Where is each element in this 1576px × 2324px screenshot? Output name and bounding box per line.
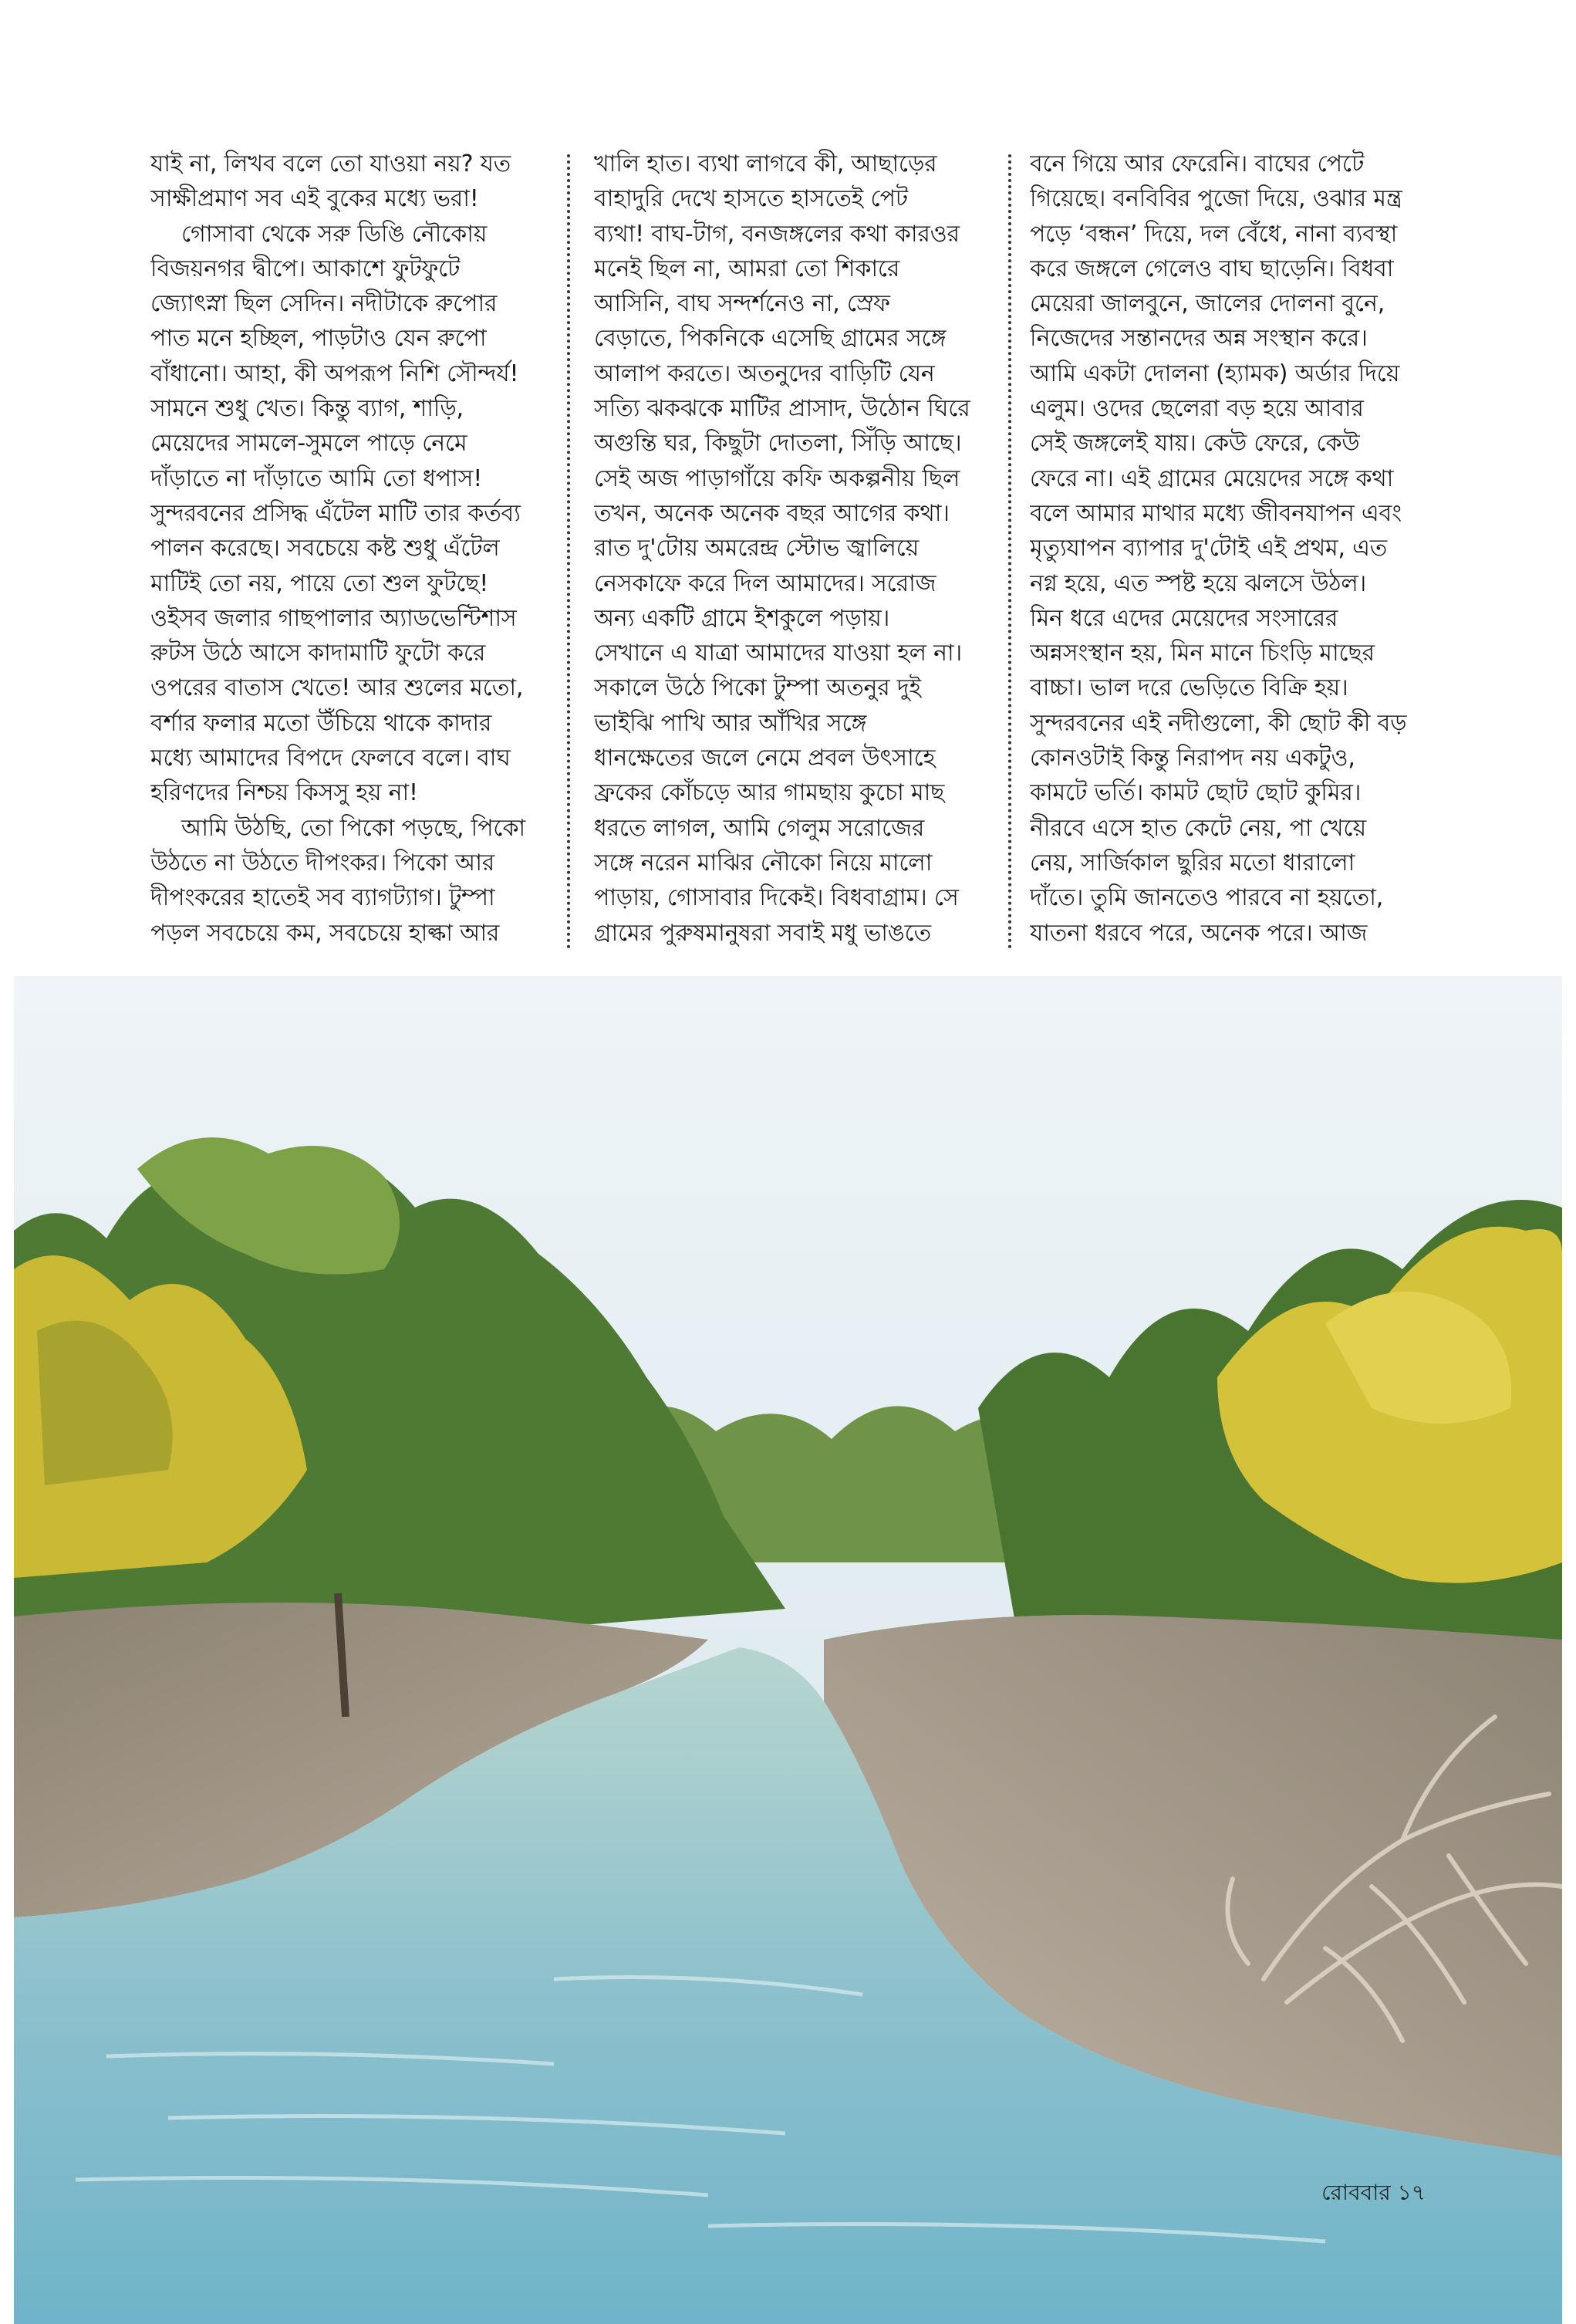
article-line: মেয়েরা জালবুনে, জালের দোলনা বুনে,: [1030, 290, 1385, 318]
article-line: ভাইঝি পাখি আর আঁখির সঙ্গে: [594, 709, 867, 737]
article-line: বাচ্চা। ভাল দরে ভেড়িতে বিক্রি হয়।: [1030, 674, 1348, 702]
article-line: খালি হাত। ব্যথা লাগবে কী, আছাড়ের: [594, 150, 937, 177]
article-line: আলাপ করতে। অতনুদের বাড়িটি যেন: [594, 360, 935, 387]
article-line: বেড়াতে, পিকনিকে এসেছি গ্রামের সঙ্গে: [594, 325, 947, 353]
article-line: সুন্দরবনের এই নদীগুলো, কী ছোট কী বড়: [1030, 709, 1407, 737]
article-line: বাঁধানো। আহা, কী অপরূপ নিশি সৌন্দর্য!: [150, 360, 519, 387]
article-line: করে জঙ্গলে গেলেও বাঘ ছাড়েনি। বিধবা: [1030, 255, 1394, 282]
article-line: মনেই ছিল না, আমরা তো শিকারে: [594, 255, 900, 282]
article-line: নিজেদের সন্তানদের অন্ন সংস্থান করে।: [1030, 325, 1368, 353]
article-line: পড়ে ‘বন্ধন’ দিয়ে, দল বেঁধে, নানা ব্যবস্থা: [1030, 220, 1398, 248]
article-line: নেসকাফে করে দিল আমাদের। সরোজ: [594, 569, 936, 597]
article-line: যাতনা ধরবে পরে, অনেক পরে। আজ: [1030, 919, 1368, 947]
article-line: ওইসব জলার গাছপালার অ্যাডভেন্টিশাস: [150, 604, 517, 632]
article-body: [150, 147, 1416, 949]
article-line: জ্যোৎস্না ছিল সেদিন। নদীটাকে রুপোর: [150, 290, 498, 318]
article-line: বাহাদুরি দেখে হাসতে হাসতেই পেট: [594, 185, 908, 213]
article-line: মেয়েদের সামলে-সুমলে পাড়ে নেমে: [150, 430, 467, 458]
article-line: বিজয়নগর দ্বীপে। আকাশে ফুটফুটে: [150, 255, 461, 282]
article-line: ওপরের বাতাস খেতে! আর শুলের মতো,: [150, 674, 524, 702]
article-line: বর্শার ফলার মতো উঁচিয়ে থাকে কাদার: [150, 709, 492, 737]
article-line: আমি উঠছি, তো পিকো পড়ছে, পিকো: [181, 814, 525, 842]
article-line: সত্যি ঝকঝকে মাটির প্রাসাদ, উঠোন ঘিরে: [594, 395, 970, 423]
mangrove-creek-photo: [14, 976, 1562, 2324]
article-line: গোসাবা থেকে সরু ডিঙি নৌকোয়: [181, 220, 488, 248]
article-line: পাত মনে হচ্ছিল, পাড়টাও যেন রুপো: [150, 325, 487, 353]
article-line: সাক্ষীপ্রমাণ সব এই বুকের মধ্যে ভরা!: [150, 185, 479, 213]
article-line: গ্রামের পুরুষমানুষরা সবাই মধু ভাঙতে: [594, 919, 931, 947]
article-line: অন্নসংস্থান হয়, মিন মানে চিংড়ি মাছের: [1030, 640, 1375, 667]
article-line: সেই অজ পাড়াগাঁয়ে কফি অকল্পনীয় ছিল: [594, 464, 960, 492]
article-line: কোনওটাই কিন্তু নিরাপদ নয় একটুও,: [1030, 745, 1355, 772]
article-line: ফেরে না। এই গ্রামের মেয়েদের সঙ্গে কথা: [1030, 464, 1394, 492]
article-line: কামটে ভর্তি। কামট ছোট ছোট কুমির।: [1030, 779, 1362, 807]
article-line: ফ্রকের কোঁচড়ে আর গামছায় কুচো মাছ: [594, 779, 945, 807]
article-line: অন্য একটি গ্রামে ইশকুলে পড়ায়।: [594, 604, 890, 632]
article-line: এলুম। ওদের ছেলেরা বড় হয়ে আবার: [1030, 395, 1364, 423]
page-footer: রোববার ১৭: [1321, 2180, 1426, 2205]
article-line: দাঁতে। তুমি জানতেও পারবে না হয়তো,: [1030, 884, 1384, 912]
article-line: সকালে উঠে পিকো টুম্পা অতনুর দুই: [594, 674, 921, 702]
article-column-3: [1030, 147, 1427, 949]
article-line: বলে আমার মাথার মধ্যে জীবনযাপন এবং: [1030, 499, 1402, 527]
article-line: উঠতে না উঠতে দীপংকর। পিকো আর: [150, 849, 495, 877]
article-line: আমি একটা দোলনা (হ্যামক) অর্ডার দিয়ে: [1030, 360, 1400, 387]
article-line: দীপংকরের হাতেই সব ব্যাগট্যাগ। টুম্পা: [150, 884, 495, 912]
article-line: মিন ধরে এদের মেয়েদের সংসারের: [1030, 604, 1338, 632]
article-line: সেই জঙ্গলেই যায়। কেউ ফেরে, কেউ: [1030, 430, 1360, 458]
article-line: ধরতে লাগল, আমি গেলুম সরোজের: [594, 814, 925, 842]
article-line: বনে গিয়ে আর ফেরেনি। বাঘের পেটে: [1030, 150, 1365, 177]
article-column-2: [594, 147, 991, 949]
article-line: রাত দু'টোয় অমরেন্দ্র স্টোভ জ্বালিয়ে: [594, 535, 920, 562]
article-line: অগুন্তি ঘর, কিছুটা দোতলা, সিঁড়ি আছে।: [594, 430, 962, 458]
column-divider: [567, 154, 570, 949]
article-line: সেখানে এ যাত্রা আমাদের যাওয়া হল না।: [594, 640, 963, 667]
article-line: সামনে শুধু খেত। কিন্তু ব্যাগ, শাড়ি,: [150, 395, 464, 423]
article-line: গিয়েছে। বনবিবির পুজো দিয়ে, ওঝার মন্ত্র: [1030, 185, 1402, 213]
article-line: পালন করেছে। সবচেয়ে কষ্ট শুধু এঁটেল: [150, 535, 500, 562]
article-line: হরিণদের নিশ্চয় কিসসু হয় না!: [150, 779, 418, 807]
article-line: আসিনি, বাঘ সন্দর্শনেও না, স্রেফ: [594, 290, 890, 318]
article-line: পাড়ায়, গোসাবার দিকেই। বিধবাগ্রাম। সে: [594, 884, 959, 912]
article-line: নগ্ন হয়ে, এত স্পষ্ট হয়ে ঝলসে উঠল।: [1030, 569, 1366, 597]
article-line: নীরবে এসে হাত কেটে নেয়, পা খেয়ে: [1030, 814, 1366, 842]
article-column-1: [150, 147, 548, 949]
column-divider: [1008, 154, 1011, 949]
article-line: পড়ল সবচেয়ে কম, সবচেয়ে হাল্কা আর: [150, 919, 500, 947]
article-line: ব্যথা! বাঘ-টাগ, বনজঙ্গলের কথা কারওর: [594, 220, 960, 248]
article-line: ধানক্ষেতের জলে নেমে প্রবল উৎসাহে: [594, 745, 936, 772]
article-line: যাই না, লিখব বলে তো যাওয়া নয়? যত: [150, 150, 511, 177]
article-line: দাঁড়াতে না দাঁড়াতে আমি তো ধপাস!: [150, 464, 483, 492]
article-line: নেয়, সার্জিকাল ছুরির মতো ধারালো: [1030, 849, 1355, 877]
article-line: মৃত্যুযাপন ব্যাপার দু'টোই এই প্রথম, এত: [1030, 535, 1388, 562]
article-line: রুটস উঠে আসে কাদামাটি ফুটো করে: [150, 640, 486, 667]
article-line: সঙ্গে নরেন মাঝির নৌকো নিয়ে মালো: [594, 849, 933, 877]
article-line: তখন, অনেক অনেক বছর আগের কথা।: [594, 499, 950, 527]
article-line: মধ্যে আমাদের বিপদে ফেলবে বলে। বাঘ: [150, 745, 511, 772]
article-line: মাটিই তো নয়, পায়ে তো শুল ফুটছে!: [150, 569, 489, 597]
article-line: সুন্দরবনের প্রসিদ্ধ এঁটেল মাটি তার কর্তব্য: [150, 499, 521, 527]
